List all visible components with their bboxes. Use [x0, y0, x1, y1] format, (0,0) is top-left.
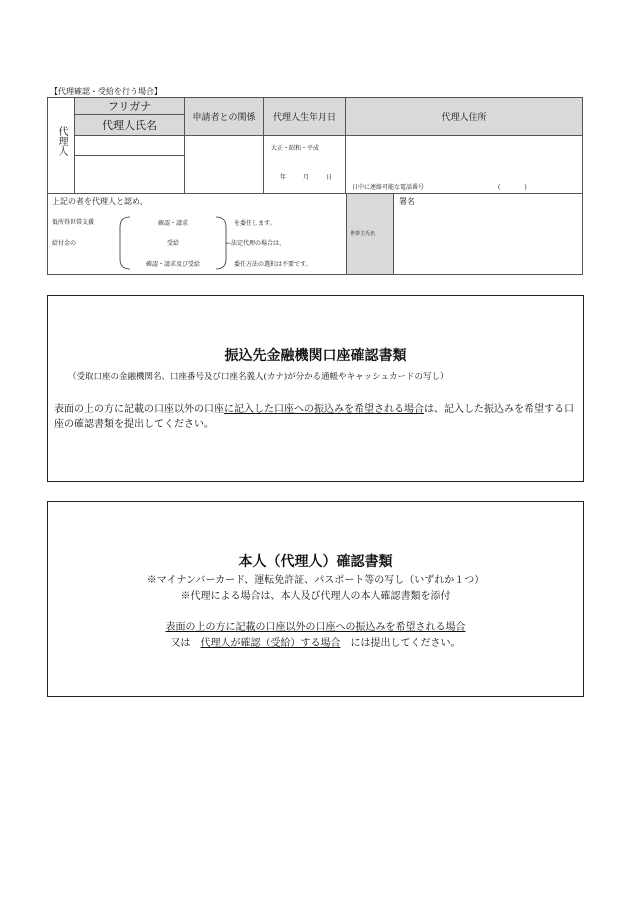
delegation-line: 上記の者を代理人と認め、 [52, 197, 148, 206]
bank-body-post: は、記入した振込みを希望する口座の確認書類を提出してください。 [54, 404, 574, 430]
proxy-name-label: 代理人氏名 [102, 119, 157, 132]
signature-label: 署名 [399, 197, 415, 206]
delegate-text: を委任します。 [234, 220, 276, 227]
id-line4-underlined: 代理人が確認（受給）する場合 [200, 638, 341, 649]
bank-body-underlined: に記入した口座への振込みを希望される場合 [224, 404, 424, 415]
proxy-side-label: 代理人 [56, 126, 67, 156]
birthdate-header [263, 97, 346, 136]
option-both[interactable]: 確認・請求及び受給 [145, 261, 200, 268]
furigana-input[interactable] [74, 135, 185, 156]
phone-parens: ( ) [498, 184, 527, 191]
benefit-line2: 給付金の [52, 240, 77, 247]
id-box-title: 本人（代理人）確認書類 [238, 554, 393, 570]
relationship-input[interactable] [184, 135, 264, 194]
signature-cell[interactable] [393, 193, 583, 275]
householder-name-label: 世帯主氏名 [350, 231, 376, 237]
year-label: 年 [280, 174, 287, 181]
option-confirm[interactable]: 確認・請求 [157, 220, 188, 227]
bank-box-body [54, 402, 580, 432]
option-receive[interactable]: 受給 [166, 240, 179, 247]
era-options: 大正・昭和・平成 [271, 145, 320, 152]
relationship-header [184, 97, 264, 136]
bank-box-title: 振込先金融機関口座確認書類 [224, 348, 407, 364]
furigana-label: フリガナ [107, 100, 152, 113]
id-box-line4 [47, 634, 584, 649]
furigana-header [74, 97, 185, 115]
proxy-section-title: 【代理確認・受給を行う場合】 [50, 87, 162, 96]
id-line4-prefix: 又は [170, 638, 201, 649]
phone-label: 日中に連絡可能な電話番号 [352, 184, 425, 191]
address-header [345, 97, 583, 136]
id-line3-underlined: 表面の上の方に記載の口座以外の口座への振込みを希望される場合 [165, 622, 466, 633]
legal-proxy-note: ←法定代理の場合は、 [226, 240, 286, 247]
address-label: 代理人住所 [441, 113, 487, 123]
relationship-label: 申請者との関係 [192, 113, 256, 123]
benefit-line1: 低所得世帯支援 [52, 219, 95, 226]
delegation-method-note: 委任方法の選択は不要です。 [234, 261, 312, 268]
proxy-name-input[interactable] [74, 155, 185, 194]
month-label: 月 [303, 174, 310, 181]
id-box-line3 [47, 618, 584, 633]
id-box-line2: ※代理による場合は、本人及び代理人の本人確認書類を添付 [180, 591, 451, 602]
day-label: 日 [326, 174, 333, 181]
bank-box-subtitle: （受取口座の金融機関名、口座番号及び口座名義人(カナ)が分かる通帳やキャッシュカードの写し） [68, 372, 449, 382]
id-box-line1: ※マイナンバーカード、運転免許証、パスポート等の写し（いずれか１つ） [146, 575, 485, 586]
birthdate-label: 代理人生年月日 [272, 113, 336, 123]
bank-body-pre: 表面の上の方に記載の口座以外の口座 [54, 404, 224, 415]
bank-document-box [47, 295, 584, 482]
id-line4-suffix: には提出してください。 [340, 638, 461, 649]
proxy-name-header [74, 114, 185, 136]
